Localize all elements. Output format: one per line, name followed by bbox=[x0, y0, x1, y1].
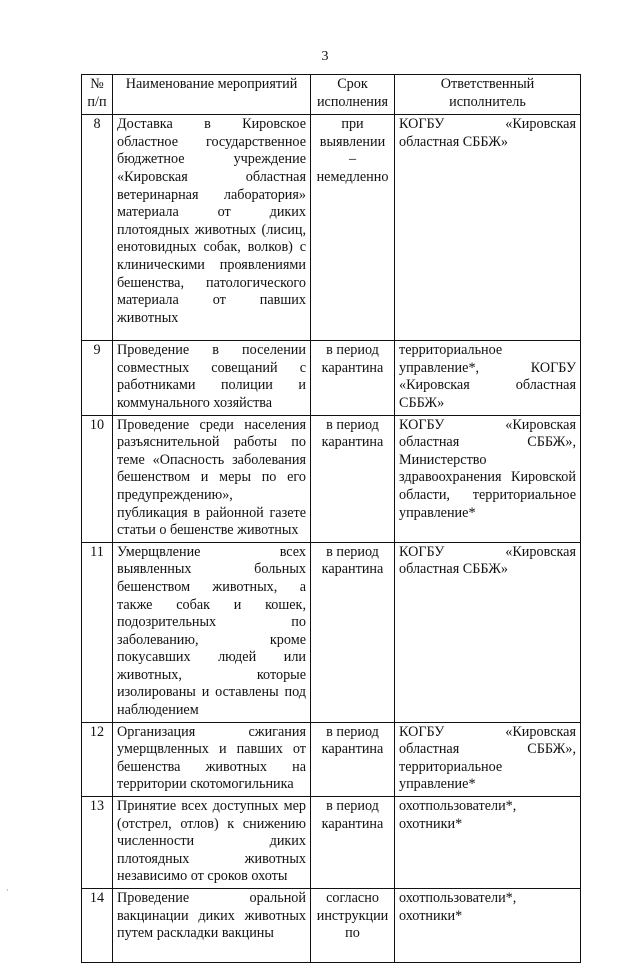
event-term: в период карантина bbox=[311, 722, 395, 796]
event-term: при выявлении – немедленно bbox=[311, 115, 395, 341]
event-name: Проведение в поселении совместных совещаний с работниками полиции и коммунального хозяйства bbox=[113, 341, 311, 415]
event-name: Организация сжигания умерщвленных и павших от бешенства животных на территории скотомогильника bbox=[113, 722, 311, 796]
table-row bbox=[82, 341, 581, 415]
event-term: в период карантина bbox=[311, 797, 395, 889]
header-term: Срок исполнения bbox=[311, 75, 395, 115]
header-num: № п/п bbox=[82, 75, 113, 115]
table-row bbox=[82, 797, 581, 889]
event-responsible: КОГБУ «Кировская областная СББЖ» bbox=[395, 542, 581, 722]
event-responsible: территориальное управление*, КОГБУ «Кировская областная СББЖ» bbox=[395, 341, 581, 415]
table-row bbox=[82, 415, 581, 542]
event-term: в период карантина bbox=[311, 542, 395, 722]
row-number: 13 bbox=[82, 797, 113, 889]
event-responsible: охотпользователи*, охотники* bbox=[395, 889, 581, 963]
table-header-row bbox=[82, 75, 581, 115]
events-table bbox=[81, 74, 581, 963]
table-row bbox=[82, 722, 581, 796]
header-name: Наименование мероприятий bbox=[113, 75, 311, 115]
row-number: 11 bbox=[82, 542, 113, 722]
scan-edge-mark: · bbox=[6, 886, 9, 895]
event-name: Доставка в Кировское областное государственное бюджетное учреждение «Кировская областная ветеринарная лаборатория» материала от диких плотоядных животных (лисиц, енотовидных собак, волков) с клиническими проявлениями бешенства, патологического материала от павших животных bbox=[113, 115, 311, 341]
event-term: согласно инструкции по bbox=[311, 889, 395, 963]
table-row bbox=[82, 889, 581, 963]
row-number: 14 bbox=[82, 889, 113, 963]
header-responsible: Ответственный исполнитель bbox=[395, 75, 581, 115]
row-number: 9 bbox=[82, 341, 113, 415]
event-term: в период карантина bbox=[311, 415, 395, 542]
event-responsible: КОГБУ «Кировская областная СББЖ», территориальное управление* bbox=[395, 722, 581, 796]
table-row bbox=[82, 542, 581, 722]
event-responsible: охотпользователи*, охотники* bbox=[395, 797, 581, 889]
table-row bbox=[82, 115, 581, 341]
event-term: в период карантина bbox=[311, 341, 395, 415]
row-number: 8 bbox=[82, 115, 113, 341]
event-responsible: КОГБУ «Кировская областная СББЖ» bbox=[395, 115, 581, 341]
event-name: Принятие всех доступных мер (отстрел, отлов) к снижению численности диких плотоядных животных независимо от сроков охоты bbox=[113, 797, 311, 889]
event-name: Проведение оральной вакцинации диких животных путем раскладки вакцины bbox=[113, 889, 311, 963]
event-name: Проведение среди населения разъяснительной работы по теме «Опасность заболевания бешенством и меры по его предупреждению», публикация в районной газете статьи о бешенстве животных bbox=[113, 415, 311, 542]
event-responsible: КОГБУ «Кировская областная СББЖ», Министерство здравоохранения Кировской области, территориальное управление* bbox=[395, 415, 581, 542]
row-number: 12 bbox=[82, 722, 113, 796]
event-name: Умерщвление всех выявленных больных бешенством животных, а также собак и кошек, подозрительных по заболеванию, кроме покусавших людей или животных, которые изолированы и оставлены под наблюдением bbox=[113, 542, 311, 722]
row-number: 10 bbox=[82, 415, 113, 542]
page-number: 3 bbox=[321, 49, 329, 64]
